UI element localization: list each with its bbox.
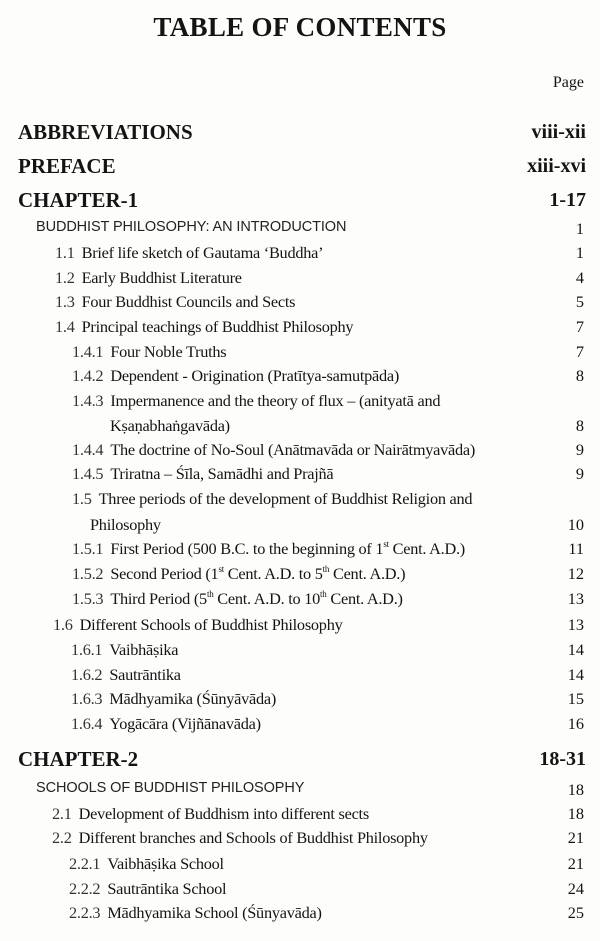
entry-text: Development of Buddhism into different sects: [78, 804, 369, 823]
toc-entry: [0, 854, 600, 878]
page-title: TABLE OF CONTENTS: [153, 12, 447, 42]
toc-entry: [0, 879, 600, 903]
section-number: 1.6.3: [71, 689, 103, 708]
toc-entry: [0, 589, 600, 613]
entry-text: Triratna – Śīla, Samādhi and Prajñā: [110, 464, 334, 483]
entry-text: Mādhyamika School (Śūnyavāda): [107, 903, 322, 922]
page-number: 4: [575, 268, 584, 287]
entry-text: Sautrāntika School: [107, 879, 227, 898]
entry-text: Different Schools of Buddhist Philosophy: [79, 615, 343, 634]
entry-text: PREFACE: [18, 154, 116, 178]
entry-text: Impermanence and the theory of flux – (anityatā and: [110, 391, 441, 410]
entry-title: [55, 292, 295, 312]
section-number: 1.4.3: [72, 391, 104, 410]
page-number: 8: [575, 416, 584, 435]
section-number: 1.6: [53, 615, 73, 634]
page-number: 7: [575, 317, 584, 336]
toc-heading: [0, 747, 600, 775]
entry-title: [72, 489, 472, 509]
page-number: 8: [575, 366, 584, 385]
section-number: 2.2: [52, 828, 72, 847]
page-number: 18-31: [539, 748, 586, 770]
entry-text: Cent. A.D.): [326, 589, 403, 608]
page-number: 13: [567, 589, 584, 608]
section-number: 1.4.4: [72, 440, 104, 459]
page-number: 21: [567, 828, 584, 847]
entry-title: [72, 589, 403, 609]
page-number: 14: [567, 665, 584, 684]
page-number: 18: [567, 804, 584, 823]
ordinal-suffix: st: [218, 564, 224, 574]
toc-entry: [0, 268, 600, 292]
entry-title: [72, 440, 475, 460]
section-number: 1.5.2: [72, 564, 104, 583]
entry-text: Four Noble Truths: [110, 342, 227, 361]
section-number: 1.3: [55, 292, 75, 311]
page-number: 11: [568, 539, 584, 558]
toc-entry: [0, 539, 600, 563]
toc-entry: [0, 219, 600, 243]
entry-text: Sautrāntika: [109, 665, 181, 684]
section-number: 1.4.2: [72, 366, 104, 385]
ordinal-suffix: th: [322, 564, 330, 574]
ordinal-suffix: th: [320, 589, 327, 599]
toc-entry: [0, 366, 600, 390]
page-number: 25: [567, 903, 584, 922]
entry-title: [71, 714, 261, 734]
entry-title: [53, 615, 342, 635]
section-number: 2.2.3: [69, 903, 101, 922]
entry-text: Early Buddhist Literature: [81, 268, 242, 287]
entry-title: [36, 780, 304, 796]
toc-entry: [0, 714, 600, 738]
page-number: 16: [567, 714, 584, 733]
entry-text: SCHOOLS OF BUDDHIST PHILOSOPHY: [36, 780, 305, 796]
section-number: 1.2: [55, 268, 75, 287]
section-number: 2.2.1: [69, 854, 101, 873]
section-number: 1.4: [55, 317, 75, 336]
entry-text: Third Period (5: [110, 589, 207, 608]
page-number: 13: [567, 615, 584, 634]
entry-text: Four Buddhist Councils and Sects: [81, 292, 296, 311]
entry-title: [90, 515, 161, 535]
entry-title: [69, 879, 226, 899]
entry-title: [71, 665, 181, 685]
page-number: 1-17: [549, 189, 586, 211]
section-number: 1.5: [72, 489, 92, 508]
entry-text: CHAPTER-2: [18, 747, 139, 771]
entry-title: [72, 539, 465, 559]
entry-title: [71, 640, 178, 660]
page-number: 5: [575, 292, 584, 311]
toc-entry: [0, 489, 600, 513]
ordinal-suffix: st: [383, 539, 389, 549]
entry-text: Yogācāra (Vijñānavāda): [109, 714, 261, 733]
toc-entry: [0, 317, 600, 341]
page-number: 10: [567, 515, 584, 534]
section-number: 2.1: [52, 804, 72, 823]
page-number: 1: [575, 219, 584, 238]
page-number: 9: [575, 440, 584, 459]
ordinal-suffix: th: [206, 589, 214, 599]
entry-title: [72, 464, 333, 484]
page-number: 18: [567, 780, 584, 799]
toc-entry: [0, 391, 600, 415]
entry-text: Mādhyamika (Śūnyāvāda): [109, 689, 277, 708]
toc-entry: [0, 416, 600, 440]
section-number: 1.6.4: [71, 714, 103, 733]
toc-entry: [0, 615, 600, 639]
section-number: 1.6.2: [71, 665, 103, 684]
entry-text: Second Period (1: [110, 564, 219, 583]
entry-title: [18, 188, 138, 213]
entry-text: First Period (500 B.C. to the beginning of 1: [110, 539, 384, 558]
toc-heading: [0, 120, 600, 148]
entry-text: Three periods of the development of Buddhist Religion and: [98, 489, 473, 508]
page-number: 9: [575, 464, 584, 483]
toc-entry: [0, 515, 600, 539]
entry-title: [18, 154, 116, 179]
toc-entry: [0, 780, 600, 804]
entry-text: Cent. A.D.): [329, 564, 406, 583]
toc-entry: [0, 665, 600, 689]
section-number: 1.4.1: [72, 342, 104, 361]
section-number: 1.6.1: [71, 640, 103, 659]
entry-title: [69, 854, 224, 874]
entry-title: [72, 391, 440, 411]
entry-title: [18, 120, 193, 145]
page-number: viii-xii: [531, 121, 586, 143]
toc-entry: [0, 243, 600, 267]
page-number: xiii-xvi: [527, 155, 586, 177]
entry-title: [52, 828, 428, 848]
entry-title: [55, 268, 242, 288]
page-number: 12: [567, 564, 584, 583]
toc-entry: [0, 292, 600, 316]
toc-entry: [0, 342, 600, 366]
entry-title: [110, 416, 230, 436]
entry-title: [36, 219, 346, 235]
toc-heading: [0, 154, 600, 182]
toc-entry: [0, 564, 600, 588]
toc-entry: [0, 804, 600, 828]
section-number: 1.5.3: [72, 589, 104, 608]
toc-entry: [0, 440, 600, 464]
entry-text: Dependent - Origination (Pratītya-samutpāda): [110, 366, 400, 385]
toc-entry: [0, 828, 600, 852]
section-number: 1.1: [55, 243, 75, 262]
page-number: 24: [567, 879, 584, 898]
entry-text: Principal teachings of Buddhist Philosophy: [81, 317, 354, 336]
entry-title: [18, 747, 138, 772]
entry-text: BUDDHIST PHILOSOPHY: AN INTRODUCTION: [36, 219, 347, 235]
entry-title: [55, 317, 353, 337]
entry-text: Different branches and Schools of Buddhist Philosophy: [78, 828, 428, 847]
page-column-header: Page: [552, 74, 584, 91]
entry-text: Cent. A.D. to 10: [213, 589, 321, 608]
entry-text: Brief life sketch of Gautama ‘Buddha’: [81, 243, 324, 262]
entry-title: [72, 342, 226, 362]
entry-text: Cent. A.D.): [388, 539, 465, 558]
entry-text: Vaibhāṣika School: [107, 854, 224, 873]
toc-entry: [0, 689, 600, 713]
page-number: 1: [575, 243, 584, 262]
entry-text: The doctrine of No-Soul (Anātmavāda or Nairātmyavāda): [110, 440, 476, 459]
toc-entry: [0, 464, 600, 488]
entry-text: ABBREVIATIONS: [18, 120, 193, 144]
entry-text: Kṣaṇabhaṅgavāda): [110, 416, 230, 435]
entry-text: Cent. A.D. to 5: [223, 564, 323, 583]
entry-title: [69, 903, 322, 923]
entry-title: [52, 804, 369, 824]
toc-entry: [0, 640, 600, 664]
page-number: 7: [575, 342, 584, 361]
section-number: 1.4.5: [72, 464, 104, 483]
entry-title: [72, 366, 399, 386]
entry-text: Vaibhāṣika: [109, 640, 179, 659]
entry-text: Philosophy: [90, 515, 161, 534]
entry-title: [71, 689, 276, 709]
page-number: 14: [567, 640, 584, 659]
page-number: 21: [567, 854, 584, 873]
entry-title: [72, 564, 405, 584]
entry-title: [55, 243, 323, 263]
toc-heading: [0, 188, 600, 216]
page-number: 15: [567, 689, 584, 708]
entry-text: CHAPTER-1: [18, 188, 139, 212]
section-number: 1.5.1: [72, 539, 104, 558]
toc-entry: [0, 903, 600, 927]
section-number: 2.2.2: [69, 879, 101, 898]
